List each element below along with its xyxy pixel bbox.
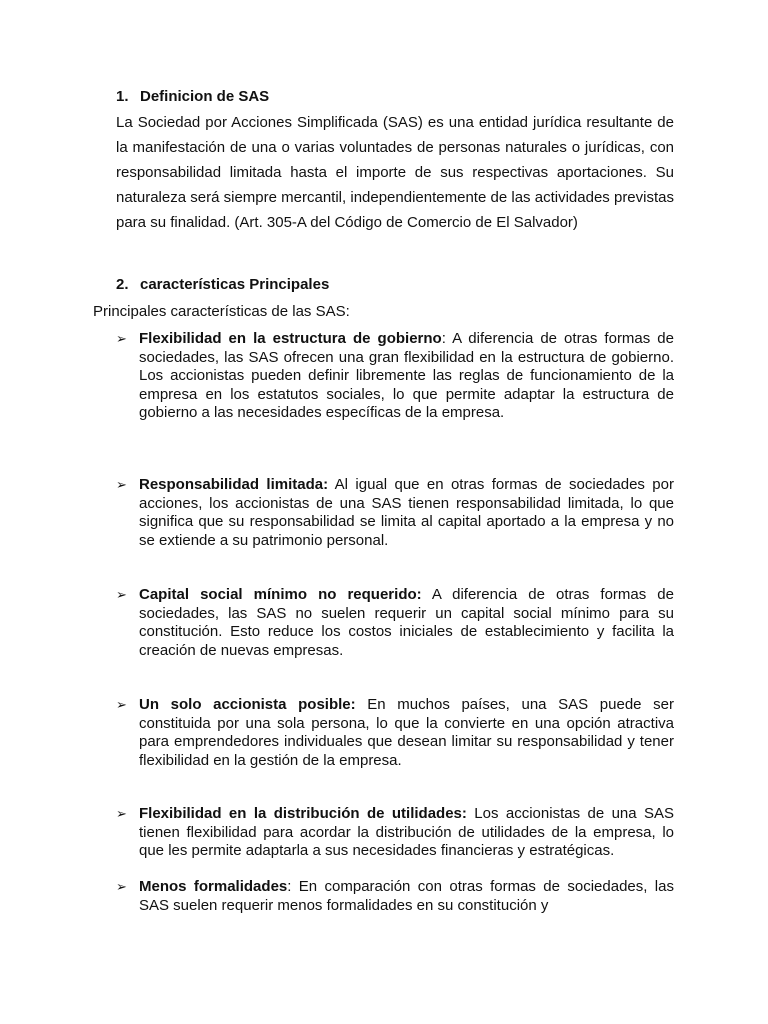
bullet-text bbox=[139, 696, 674, 770]
section-number: 1. bbox=[116, 88, 129, 105]
bullet-item bbox=[116, 878, 674, 915]
arrow-bullet-icon: ➢ bbox=[116, 477, 127, 492]
bullet-term: Un solo accionista posible: bbox=[139, 696, 356, 713]
bullet-text bbox=[139, 805, 674, 861]
arrow-bullet-icon: ➢ bbox=[116, 879, 127, 894]
bullet-item bbox=[116, 586, 674, 660]
bullet-term: Flexibilidad en la estructura de gobierno bbox=[139, 330, 442, 347]
bullet-item bbox=[116, 330, 674, 423]
bullet-body: : En comparación con otras formas de sociedades, las SAS suelen requerir menos formalidades en su constitución y bbox=[139, 878, 674, 914]
arrow-bullet-icon: ➢ bbox=[116, 587, 127, 602]
bullet-text bbox=[139, 330, 674, 423]
bullet-text bbox=[139, 476, 674, 550]
arrow-bullet-icon: ➢ bbox=[116, 697, 127, 712]
bullet-term: Capital social mínimo no requerido: bbox=[139, 586, 422, 603]
bullet-item bbox=[116, 696, 674, 770]
features-intro: Principales características de las SAS: bbox=[93, 303, 350, 320]
arrow-bullet-icon: ➢ bbox=[116, 806, 127, 821]
bullet-body: Al igual que en otras formas de sociedades por acciones, los accionistas de una SAS tienen responsabilidad limitada, lo que significa que su responsabilidad se limita al capital aportado a la empresa y no se extiende a su patrimonio personal. bbox=[139, 476, 674, 549]
bullet-body: En muchos países, una SAS puede ser constituida por una sola persona, lo que la convierte en una opción atractiva para emprendedores individuales que desean limitar su responsabilidad y tener flexibilidad en la gestión de la empresa. bbox=[139, 696, 675, 769]
bullet-item bbox=[116, 476, 674, 550]
bullet-text bbox=[139, 586, 674, 660]
bullet-term: Menos formalidades bbox=[139, 878, 288, 895]
bullet-text bbox=[139, 878, 674, 915]
arrow-bullet-icon: ➢ bbox=[116, 331, 127, 346]
bullet-body: A diferencia de otras formas de sociedades, las SAS no suelen requerir un capital social mínimo para su constitución. Esto reduce los costos iniciales de establecimiento y facilita la creación de nuevas empresas. bbox=[139, 586, 674, 659]
section-heading-definicion bbox=[116, 87, 269, 107]
bullet-term: Flexibilidad en la distribución de utilidades: bbox=[139, 805, 467, 822]
bullet-term: Responsabilidad limitada: bbox=[139, 476, 329, 493]
bullet-body: Los accionistas de una SAS tienen flexibilidad para acordar la distribución de utilidades de la empresa, lo que les permite adaptarla a sus necesidades financieras y estratégicas. bbox=[139, 805, 675, 860]
section-title: Definicion de SAS bbox=[140, 88, 270, 105]
bullet-body: : A diferencia de otras formas de sociedades, las SAS ofrecen una gran flexibilidad en la estructura de gobierno. Los accionistas pueden definir libremente las reglas de funcionamiento de la empresa en los estatutos sociales, lo que permite adaptar la estructura de gobierno a las necesidades específicas de la empresa. bbox=[139, 330, 674, 422]
definition-paragraph: La Sociedad por Acciones Simplificada (SAS) es una entidad jurídica resultante de la manifestación de una o varias voluntades de personas naturales o jurídicas, con responsabilidad limitada hasta el importe de sus respectivas aportaciones. Su naturaleza será siempre mercantil, independientemente de las actividades previstas para su finalidad. (Art. 305-A del Código de Comercio de El Salvador) bbox=[116, 114, 674, 231]
section-heading-caracteristicas bbox=[116, 275, 329, 295]
section-number: 2. bbox=[116, 276, 129, 293]
bullet-item bbox=[116, 805, 674, 861]
section-title: características Principales bbox=[140, 276, 330, 293]
